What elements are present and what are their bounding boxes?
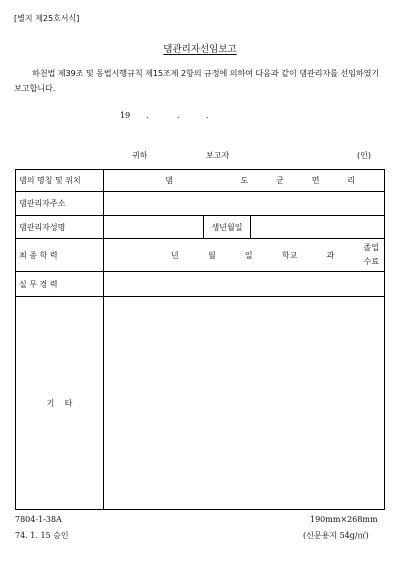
row-address (16, 192, 385, 216)
seal-mark: (인) (357, 151, 371, 160)
paper-type: (신문용지 54g/㎡) (303, 531, 369, 540)
reporter-label: 보고자 (206, 151, 230, 160)
dam-unit-label: 댐 (165, 176, 173, 185)
edu-year-label: 년 (171, 250, 179, 260)
experience-field[interactable] (104, 272, 385, 297)
manager-address-label: 댐관리자주소 (16, 192, 104, 216)
education-field[interactable] (104, 239, 385, 272)
completed-option[interactable]: 수료 (363, 257, 379, 266)
manager-name-field[interactable] (104, 216, 204, 239)
approval-date: 74. 1. 15 승인 (15, 531, 69, 540)
township-unit-label: 면 (311, 176, 320, 185)
date-day-dot: . (206, 111, 209, 120)
education-label: 최 종 학 력 (16, 239, 104, 272)
row-name (16, 216, 385, 239)
graduated-option[interactable]: 졸업 (363, 243, 379, 252)
birth-date-label: 생년월일 (204, 216, 251, 239)
body-paragraph: 하천법 제39조 및 동법시행규칙 제15조제 2항의 규정에 의하여 다음과 같이 댐관리자를 선임하였기 보고합니다. (14, 68, 380, 93)
edu-course-label: 과 (326, 250, 335, 260)
manager-name-label: 댐관리자성명 (16, 216, 104, 239)
recipient-label: 귀하 (132, 151, 148, 160)
manager-address-field[interactable] (104, 192, 385, 216)
village-unit-label: 리 (347, 176, 355, 185)
experience-label: 실 무 경 력 (16, 272, 104, 297)
edu-month-label: 월 (207, 250, 216, 260)
province-unit-label: 도 (240, 176, 249, 185)
form-code: 7804-1-38A (15, 515, 62, 524)
other-label: 기 타 (16, 297, 104, 510)
county-unit-label: 군 (276, 176, 284, 185)
edu-school-label: 학교 (281, 250, 298, 260)
form-number-label: [별지 제25호서식] (14, 14, 80, 23)
date-month-dot: . (177, 111, 180, 120)
row-education (16, 239, 385, 272)
edu-day-label: 일 (244, 250, 253, 260)
birth-date-field[interactable] (251, 216, 385, 239)
other-field[interactable] (104, 297, 385, 510)
row-dam-name-location (16, 170, 385, 192)
date-year: 19 (120, 111, 131, 120)
graduated-completed-options (364, 241, 379, 269)
dam-name-location-field[interactable] (104, 170, 385, 192)
paper-size: 190mm×268mm (310, 515, 378, 524)
row-other (16, 297, 385, 510)
date-year-dot: . (146, 111, 149, 120)
document-title: 댐관리자선임보고 (163, 44, 237, 55)
report-form-table (15, 169, 385, 510)
dam-name-location-label: 댐의 명칭 및 위치 (16, 170, 104, 192)
row-experience (16, 272, 385, 297)
